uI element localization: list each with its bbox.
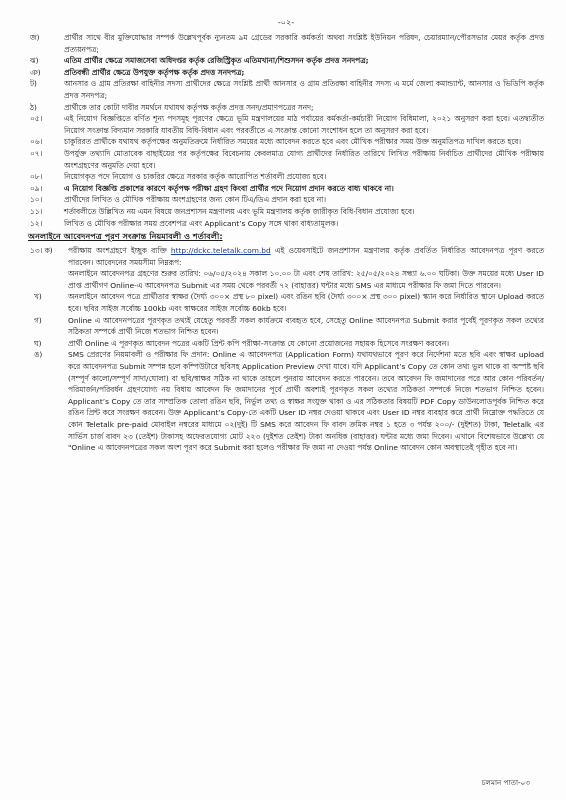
item-text: প্রতিবন্ধী প্রার্থীর ক্ষেত্রে উপযুক্ত কর্তৃপক্ষ কর্তৃক প্রদত্ত সনদপত্র; xyxy=(64,67,245,77)
list-item xyxy=(28,291,544,314)
item-label: ১০। xyxy=(30,195,43,205)
item-text: এই নিয়োগ বিজ্ঞপ্তিতে বর্ণিত শূন্য পদসমূহ পূরণের ক্ষেত্রে ভূমি মন্ত্রণালয়ের মাঠ পর্যায়ের কর্মকর্তা-কর্মচারী নিয়োগ বিধিমালা, ২০২১ অনুসরণ করা হবে। এতদ্ব্যতীত নিয়োগ সংক্রান্ত বিদ্যমান সরকারি যাবতীয় বিধি-বিধান এবং পরবর্তীতে এ সংক্রান্ত কোনো সংশোধন হলে তা অনুসরণ করা হবে। xyxy=(64,114,544,135)
list-item xyxy=(28,349,544,453)
list-item xyxy=(28,136,544,148)
list-item xyxy=(28,315,544,338)
list-item xyxy=(28,194,544,206)
item-text: উপর্যুক্ত তথ্যাদি মোতাবেক বাছাইয়ের পর কর্তৃপক্ষের বিবেচনায় কেবলমাত্র যোগ্য প্রার্থীদের নির্ধারিত তারিখে লিখিত পরীক্ষায় নির্বাচিত প্রার্থীদের মৌখিক পরীক্ষায় অংশগ্রহণের অনুমতি দেয়া হবে। xyxy=(64,148,544,170)
list-item xyxy=(28,171,544,183)
application-schedule: অনলাইনে আবেদনপত্র গ্রহণের শুরুর তারিখ: ০৬/০৫/২০২৪ সকাল ১০.০০ টা এবং শেষ তারিখ: ২৫/০৫/২০২৪ সন্ধ্যা ৬.০০ ঘটিকা। উক্ত সময়ের মধ্যে User ID প্রাপ্ত প্রার্থীগণ Online-এ আবেদনপত্র Submit এর সময় থেকে পরবর্তী ৭২ (বাহাত্তর) ঘন্টার মধ্যে SMS এর মাধ্যমে পরীক্ষার ফি জমা দিতে পারবেন। xyxy=(68,269,544,290)
item-text: প্রার্থীদের লিখিত ও মৌখিক পরীক্ষায় অংশগ্রহণের জন্য কোন টিএ/ডিএ প্রদান করা হবে না। xyxy=(64,195,326,205)
website-link[interactable]: http://dckc.teletalk.com.bd xyxy=(170,246,271,256)
item-label: খ) xyxy=(34,292,42,302)
items-top-list xyxy=(28,32,544,229)
item-label: ০৮। xyxy=(30,172,43,182)
item-label: গ) xyxy=(34,315,42,325)
item-label: ১১। xyxy=(30,206,43,216)
item-text: নিয়োগকৃত পদে নিয়োগ ও চাকরির ক্ষেত্রে সরকার কর্তৃক আরোপিত শর্তাবলী প্রযোজ্য হবে। xyxy=(64,172,327,182)
item-label: ০৫। xyxy=(30,114,43,124)
item-text: প্রার্থীর সাথে বীর মুক্তিযোদ্ধার সম্পর্ক উল্লেখপূর্বক ন্যুনতম ৯ম গ্রেডের সরকারি কর্মকর্তা অথবা সংশ্লিষ্ট ইউনিয়ন পরিষদ, চেয়ারম্যান/পৌরসভার মেয়র কর্তৃক প্রদত্ত প্রত্যয়নপত্র; xyxy=(64,33,544,54)
list-item xyxy=(28,338,544,350)
continued-page-label: চলমান পাতা-০৩ xyxy=(481,778,530,787)
item-label: ০৯। xyxy=(30,183,43,193)
list-item xyxy=(28,148,544,171)
page-number: -০২- xyxy=(277,18,295,27)
section-heading: অনলাইনে আবেদনপত্র পূরণ সংক্রান্ত নিয়মাবলী ও শর্তাবলী: xyxy=(28,231,223,242)
item-text: শর্তাবলীতে উল্লিখিত নয় এমন বিষয়ে জনপ্রশাসন মন্ত্রণালয় এবং ভূমি মন্ত্রণালয় কর্তৃক জারীকৃত বিধি-বিধান প্রযোজ্য হবে। xyxy=(64,206,415,216)
item-text-after-link: এই ওয়েবসাইটে জনপ্রশাসন মন্ত্রণালয় কর্তৃক প্রবর্তিত নির্ধারিত আবেদনপত্র পূরণ করতে পারবেন। আবেদনের সময়সীমা নিম্নরূপ: xyxy=(68,246,544,267)
item-label: জ) xyxy=(30,33,40,42)
item-label: ট) xyxy=(30,79,37,89)
item-sub-label: ক) xyxy=(44,246,53,256)
item-label: ঞ) xyxy=(30,67,41,77)
item-text: চাকুরিরত প্রার্থীকে যথাযথ কর্তৃপক্ষের অনুমতিক্রমে নির্ধারিত সময়ের মধ্যে আবেদন করতে হবে এবং মৌখিক পরীক্ষার সময় উক্ত অনুমতিপত্র দাখিল করতে হবে। xyxy=(64,137,522,147)
item-text: লিখিত ও মৌখিক পরীক্ষার সময় প্রবেশপত্র এবং Applicant’s Copy সঙ্গে থাকা বাধ্যতামূলক। xyxy=(64,218,339,228)
item-text: SMS প্রেরণের নিয়মাবলী ও পরীক্ষার ফি প্রদান: Online এ আবেদনপত্র (Application Form) যথাযথভাবে পূরণ করে নির্দেশনা মতে ছবি এবং স্বাক্ষর upload করে আবেদনপত্র Submit সম্পন্ন হলে কম্পিউটারে ছবিসহ Application Preview দেখা যাবে। যদি Applicant’s Copy তে কোন তথ্য ভুল থাকে বা অস্পষ্ট ছবি (সম্পূর্ণ কালো/সম্পূর্ণ সাদা/ঘোলা) বা ছবি/স্বাক্ষর সঠিক না থাকে তাহলে পুনরায় আবেদন করতে পারবেন। তবে আবেদন ফি জমাদানের পরে আর কোন পরিবর্তন/পরিমার্জন/পরিবর্ধন গ্রহণযোগ্য নয় বিধায় আবেদন ফি জমাদানের পূর্বে প্রার্থী অবশ্যই পূরণকৃত সকল তথ্যের সঠিকতা সম্পর্কে নিজে শতভাগ নিশ্চিত হবেন। Applicant’s Copy তে তার সাম্প্রতিক তোলা রঙিন ছবি, নির্ভুল তথ্য ও স্বাক্ষর সংযুক্ত থাকা ও এর সঠিকতার বিষয়টি PDF Copy ডাউনলোডপূর্বক নিশ্চিত করে রঙিন প্রিন্ট করে সংরক্ষণ করবেন। উক্ত Applicant’s Copy-তে একটি User ID নম্বর দেওয়া থাকবে এবং User ID নম্বর ব্যবহার করে প্রার্থী নিম্নোক্ত পদ্ধতিতে যে কোন Teletalk pre-paid মোবাইল নম্বরের মাধ্যমে ০২(দুই) টি SMS করে আবেদন ফি বাবদ ক্রমিক নম্বর ১ হতে ৩ পর্যন্ত ২০০/- (দুইশত) টাকা, Teletalk এর সার্ভিস চার্জ বাবদ ২৩ (তেইশ) টাকাসহ অফেরতযোগ্য মোট ২২৩ (দুইশত তেইশ) টাকা অনধিক (বাহাত্তর) ঘন্টার মধ্যে জমা দিবেন। এখানে বিশেষভাবে উল্লেখ্য যে "Online এ আবেদনপত্রের সকল অংশ পূরণ করে Submit করা হলেও পরীক্ষার ফি জমা না দেওয়া পর্যন্ত Online আবেদন কোন অবস্থাতেই গৃহীত হবে না। xyxy=(68,350,544,453)
list-item xyxy=(28,67,544,79)
item-label: ঝ) xyxy=(30,56,39,66)
item-label: ঙ) xyxy=(34,350,43,360)
item-label xyxy=(28,245,64,291)
list-item xyxy=(28,218,544,230)
item-text: আনসার ও গ্রাম প্রতিরক্ষা বাহিনীর সদস্য প্রার্থীদের ক্ষেত্রে সংশ্লিষ্ট প্রার্থী আনসার ও গ্রাম প্রতিরক্ষা বাহিনীর সদস্য এ মর্মে জেলা কমান্ড্যান্ট, আনসার ও ভিডিপি কর্তৃক প্রদত্ত সনদপত্র; xyxy=(64,79,544,100)
item-text: এতিম প্রার্থীর ক্ষেত্রে সমাজসেবা অধিদপ্তর কর্তৃক রেজিস্ট্রিকৃত এতিমখানা/শিশুসদন কর্তৃক প্রদত্ত সনদপত্র; xyxy=(64,56,369,66)
item-label: ০৭। xyxy=(30,148,43,158)
list-item xyxy=(28,78,544,101)
item-label: ১২। xyxy=(30,218,43,228)
list-item xyxy=(28,183,544,195)
item-label: ঠ) xyxy=(30,102,37,112)
item-text: এ নিয়োগ বিজ্ঞপ্তি প্রকাশের কারণে কর্তৃপক্ষ পরীক্ষা গ্রহণ কিংবা প্রার্থীর পদে নিয়োগ প্রদান করতে বাধ্য থাকবে না। xyxy=(64,183,394,193)
list-item-13 xyxy=(28,245,544,291)
list-item xyxy=(28,113,544,136)
items-sub-list xyxy=(28,291,544,453)
item-number: ১৩। xyxy=(30,246,43,256)
list-item xyxy=(28,206,544,218)
item-text: প্রার্থী Online এ পূরণকৃত আবেদন পত্রের একটি প্রিন্ট কপি পরীক্ষা-সংক্রান্ত যে কোনো প্রয়োজনের সহায়ক হিসেবে সংরক্ষণ করবেন। xyxy=(68,338,449,348)
list-item xyxy=(28,55,544,67)
item-text: প্রার্থীকে তার কোটা দাবীর সমর্থনে যথাযথ কর্তৃপক্ষ কর্তৃক প্রদত্ত সনদ/প্রমাণপত্রের সনদ; xyxy=(64,102,314,112)
item-label: ঘ) xyxy=(34,338,42,348)
list-item xyxy=(28,32,544,55)
item-label: ০৬। xyxy=(30,137,43,147)
item-text: অনলাইনে আবেদন পত্রে প্রার্থীতার স্বাক্ষর (দৈর্ঘ্য ৩০০× প্রস্থ ৮০ pixel) এবং রঙিন ছবি (দৈর্ঘ্য ৩০০× প্রস্থ ৩০০ pixel) স্ক্যান করে নির্ধারিত স্থানে Upload করতে হবে। ছবির সাইজ সর্বোচ্চ 100kb এবং স্বাক্ষরের সাইজ সর্বোচ্চ 60kb হবে। xyxy=(68,292,544,314)
item-text xyxy=(64,245,544,291)
list-item xyxy=(28,102,544,114)
item-text: Online এ আবেদনপত্রের পূরণকৃত তথ্যই যেহেতু পরবর্তী সকল কার্যক্রমে ব্যবহৃত হবে, সেহেতু Online আবেদনপত্র Submit করার পূর্বেই পূরণকৃত সকল তথ্যের সঠিকতা সম্পর্কে প্রার্থী নিজে শতভাগ নিশ্চিত হবেন। xyxy=(68,315,544,337)
item-text-before-link: পরীক্ষায় অংশগ্রহণে ইচ্ছুক ব্যক্তি xyxy=(68,246,167,256)
